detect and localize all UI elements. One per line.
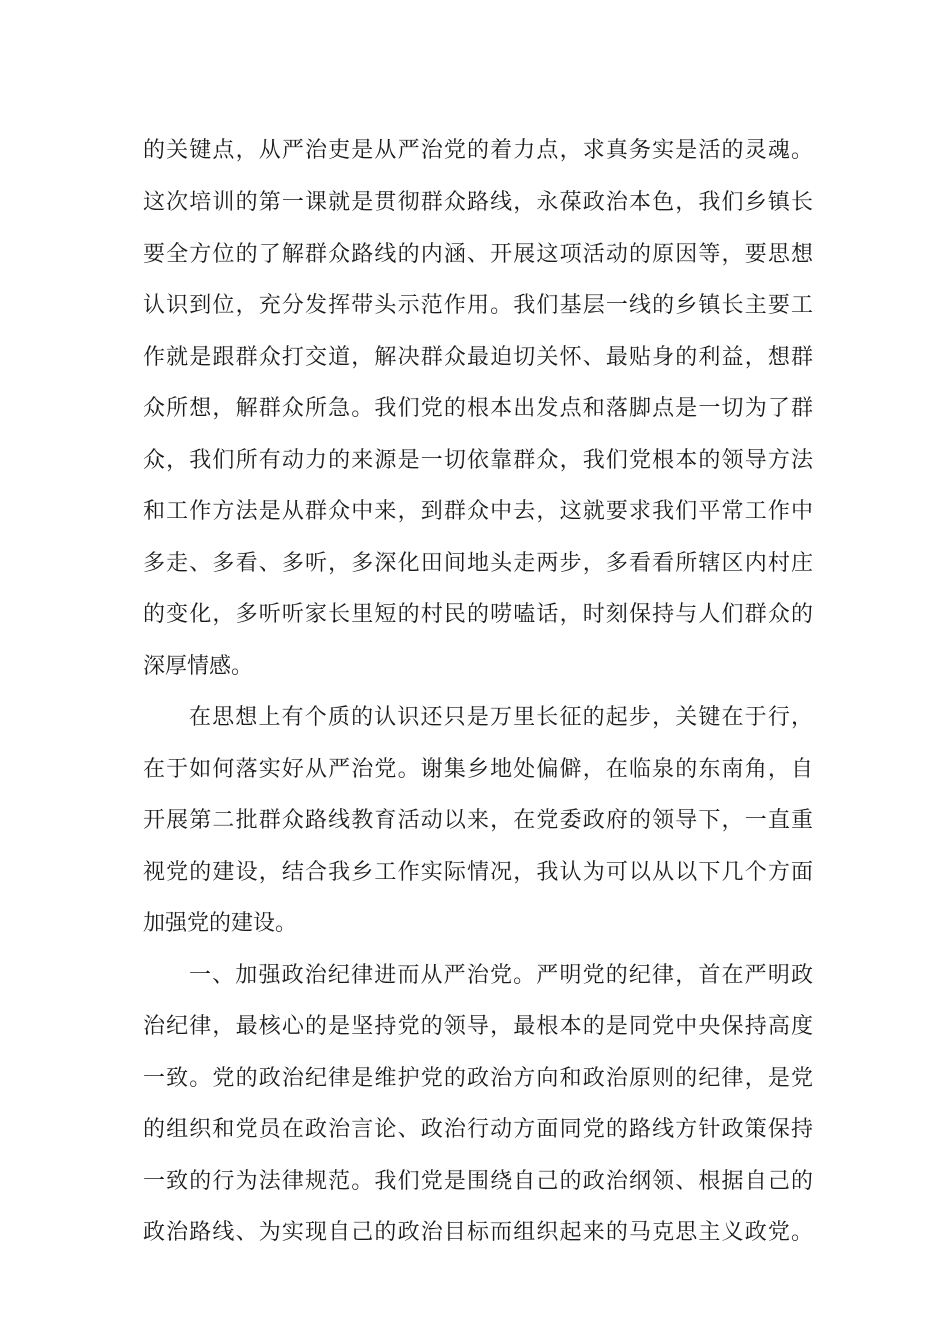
text-line: 的组织和党员在政治言论、政治行动方面同党的路线方针政策保持 <box>143 1117 813 1142</box>
text-line: 加强党的建设。 <box>143 911 298 936</box>
text-line: 众所想，解群众所急。我们党的根本出发点和落脚点是一切为了群 <box>143 396 813 421</box>
text-line: 众，我们所有动力的来源是一切依靠群众，我们党根本的领导方法 <box>143 448 813 473</box>
text-line: 视党的建设，结合我乡工作实际情况，我认为可以从以下几个方面 <box>143 860 813 885</box>
text-line: 作就是跟群众打交道，解决群众最迫切关怀、最贴身的利益，想群 <box>143 345 813 370</box>
text-line: 一致的行为法律规范。我们党是围绕自己的政治纲领、根据自己的 <box>143 1169 813 1194</box>
text-line: 深厚情感。 <box>143 654 254 679</box>
text-line: 这次培训的第一课就是贯彻群众路线，永葆政治本色，我们乡镇长 <box>143 190 813 215</box>
paragraph-first-line: 在思想上有个质的认识还只是万里长征的起步，关键在于行， <box>189 705 813 730</box>
paragraph-first-line: 一、加强政治纪律进而从严治党。严明党的纪律，首在严明政 <box>189 963 813 988</box>
text-line: 认识到位，充分发挥带头示范作用。我们基层一线的乡镇长主要工 <box>143 293 813 318</box>
text-line: 的变化，多听听家长里短的村民的唠嗑话，时刻保持与人们群众的 <box>143 602 813 627</box>
text-line: 政治路线、为实现自己的政治目标而组织起来的马克思主义政党。 <box>143 1220 813 1245</box>
text-line: 和工作方法是从群众中来，到群众中去，这就要求我们平常工作中 <box>143 499 813 524</box>
text-line: 开展第二批群众路线教育活动以来，在党委政府的领导下，一直重 <box>143 808 813 833</box>
text-line: 在于如何落实好从严治党。谢集乡地处偏僻，在临泉的东南角，自 <box>143 757 813 782</box>
text-line: 治纪律，最核心的是坚持党的领导，最根本的是同党中央保持高度 <box>143 1014 813 1039</box>
text-line: 一致。党的政治纪律是维护党的政治方向和政治原则的纪律，是党 <box>143 1066 813 1091</box>
text-line: 多走、多看、多听，多深化田间地头走两步，多看看所辖区内村庄 <box>143 551 813 576</box>
text-line: 要全方位的了解群众路线的内涵、开展这项活动的原因等，要思想 <box>143 242 813 267</box>
text-line: 的关键点，从严治吏是从严治党的着力点，求真务实是活的灵魂。 <box>143 138 813 163</box>
